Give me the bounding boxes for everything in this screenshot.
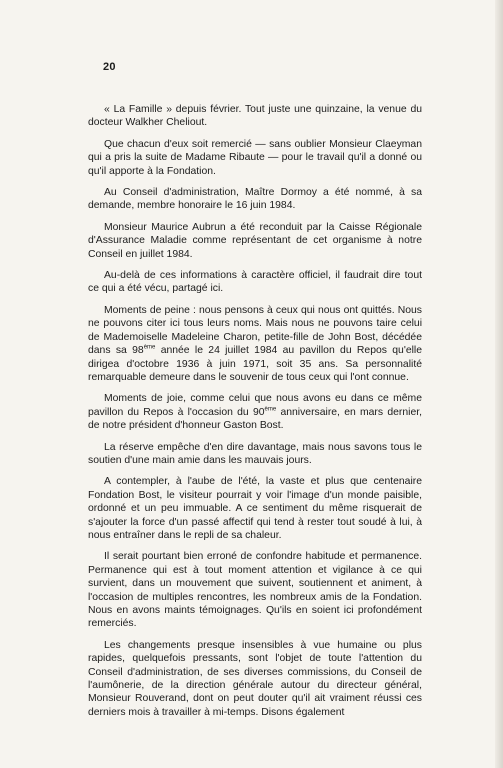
- paragraph: Au Conseil d'administration, Maître Dormoy a été nommé, à sa demande, membre honoraire le 16 juin 1984.: [88, 187, 422, 212]
- body-text: [88, 103, 422, 727]
- paragraph: Monsieur Maurice Aubrun a été reconduit par la Caisse Régionale d'Assurance Maladie comme représentant de cet organisme à notre Conseil en juillet 1984.: [88, 221, 422, 260]
- paragraph: Les changements presque insensibles à vue humaine ou plus rapides, quelquefois pressants, sont l'objet de toute l'attention du Conseil d'administration, de ses diverses commissions, du Conseil de l'aumônerie, de la direction générale autour du directeur général, Monsieur Rouverand, dont on peut douter qu'il ait vraiment réussi ces derniers mois à travailler à mi-temps. Disons également: [88, 639, 422, 718]
- paragraph: Il serait pourtant bien erroné de confondre habitude et permanence. Permanence qui est à tout moment attention et vigilance à ce qui survient, dans un mouvement que suivent, soutiennent et animent, à l'occasion de multiples rencontres, les nombreux amis de la Fondation. Nous en avons maints témoignages. Qu'ils en soient ici profondément remerciés.: [88, 551, 422, 630]
- paragraph: « La Famille » depuis février. Tout juste une quinzaine, la venue du docteur Walkher Cheliout.: [88, 104, 422, 129]
- paragraph: La réserve empêche d'en dire davantage, mais nous savons tous le soutien d'une main amie dans les mauvais jours.: [88, 441, 422, 466]
- page-edge-shadow: [495, 0, 503, 768]
- paragraph: A contempler, à l'aube de l'été, la vaste et plus que centenaire Fondation Bost, le visiteur pourrait y voir l'image d'un monde paisible, ordonné et un peu immuable. A ce sentiment du même risquerait de s'ajouter la force d'un passé affectif qui tend à rester tout soudé à lui, à nous entraîner dans le repli de sa chaleur.: [88, 476, 422, 541]
- paragraph: Que chacun d'eux soit remercié — sans oublier Monsieur Claeyman qui a pris la suite de Madame Ribaute — pour le travail qu'il a donné ou qu'il apporte à la Fondation.: [88, 138, 422, 177]
- paragraph: Au-delà de ces informations à caractère officiel, il faudrait dire tout ce qui a été vécu, partagé ici.: [88, 270, 422, 295]
- page-number: 20: [103, 61, 116, 73]
- paragraph: Moments de peine : nous pensons à ceux qui nous ont quittés. Nous ne pouvons citer ici tous leurs noms. Mais nous ne pouvons taire celui de Mademoiselle Madeleine Charon, petite-fille de John Bost, décédée dans sa 98ème année le 24 juillet 1984 au pavillon du Repos qu'elle dirigea d'octobre 1936 à juin 1971, soit 35 ans. Sa personnalité remarquable demeure dans le souvenir de tous ceux qui l'ont connue.: [88, 304, 422, 383]
- paragraph: Moments de joie, comme celui que nous avons eu dans ce même pavillon du Repos à l'occasion du 90ème anniversaire, en mars dernier, de notre président d'honneur Gaston Bost.: [88, 393, 422, 432]
